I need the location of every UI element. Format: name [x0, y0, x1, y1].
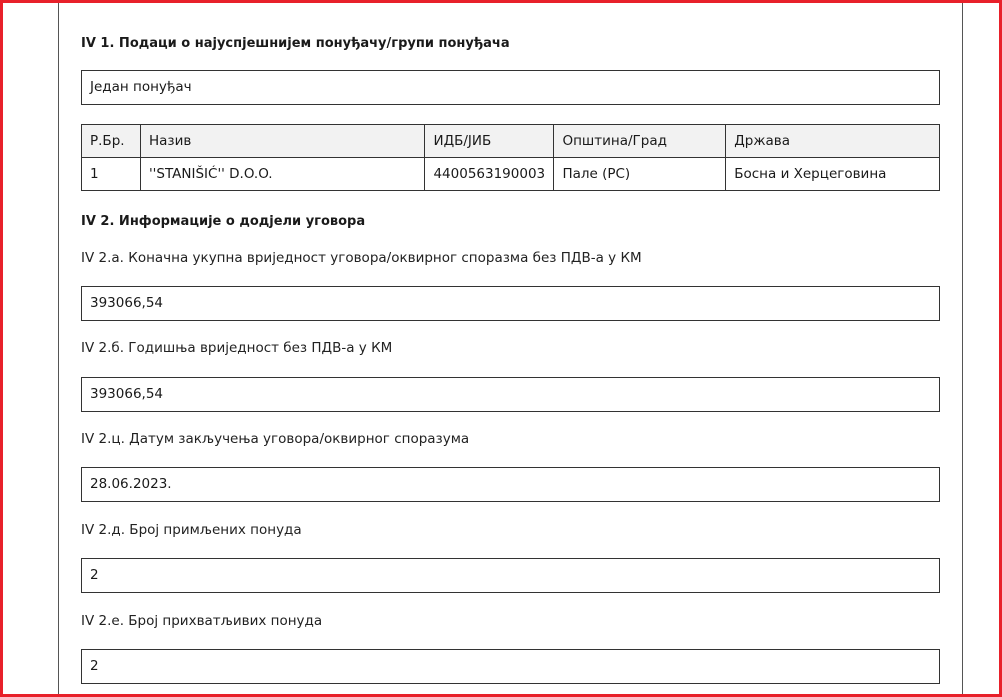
field-label-total-value: IV 2.а. Коначна укупна вриједност уговора/оквирног споразма без ПДВ-а у КМ: [81, 250, 642, 266]
cell-country: Босна и Херцеговина: [726, 158, 940, 191]
col-header-id: ИДБ/ЈИБ: [425, 125, 554, 158]
cell-municipality: Пале (РС): [554, 158, 726, 191]
bidder-table: [81, 124, 940, 191]
cell-number: 1: [82, 158, 141, 191]
table-header-row: [82, 125, 940, 158]
field-label-contract-date: IV 2.ц. Датум закључења уговора/оквирног споразума: [81, 431, 470, 447]
field-value-received-bids: 2: [81, 558, 940, 593]
col-header-municipality: Општина/Град: [554, 125, 726, 158]
field-value-total-value: 393066,54: [81, 286, 940, 321]
table-row: [82, 158, 940, 191]
field-value-annual-value: 393066,54: [81, 377, 940, 412]
bidder-type-field: Један понуђач: [81, 70, 940, 105]
field-label-received-bids: IV 2.д. Број примљених понуда: [81, 522, 302, 538]
field-value-acceptable-bids: 2: [81, 649, 940, 684]
section-iv2-heading: IV 2. Информације о додјели уговора: [81, 214, 366, 229]
col-header-number: Р.Бр.: [82, 125, 141, 158]
cell-id: 4400563190003: [425, 158, 554, 191]
cell-name: ''STANIŠIĆ'' D.O.O.: [140, 158, 425, 191]
field-label-annual-value: IV 2.б. Годишња вриједност без ПДВ-а у КМ: [81, 340, 393, 356]
document-page: [58, 3, 963, 694]
col-header-name: Назив: [140, 125, 425, 158]
section-iv1-heading: IV 1. Подаци о најуспјешнијем понуђачу/групи понуђача: [81, 36, 510, 51]
field-label-acceptable-bids: IV 2.е. Број прихватљивих понуда: [81, 613, 323, 629]
col-header-country: Држава: [726, 125, 940, 158]
field-value-contract-date: 28.06.2023.: [81, 467, 940, 502]
